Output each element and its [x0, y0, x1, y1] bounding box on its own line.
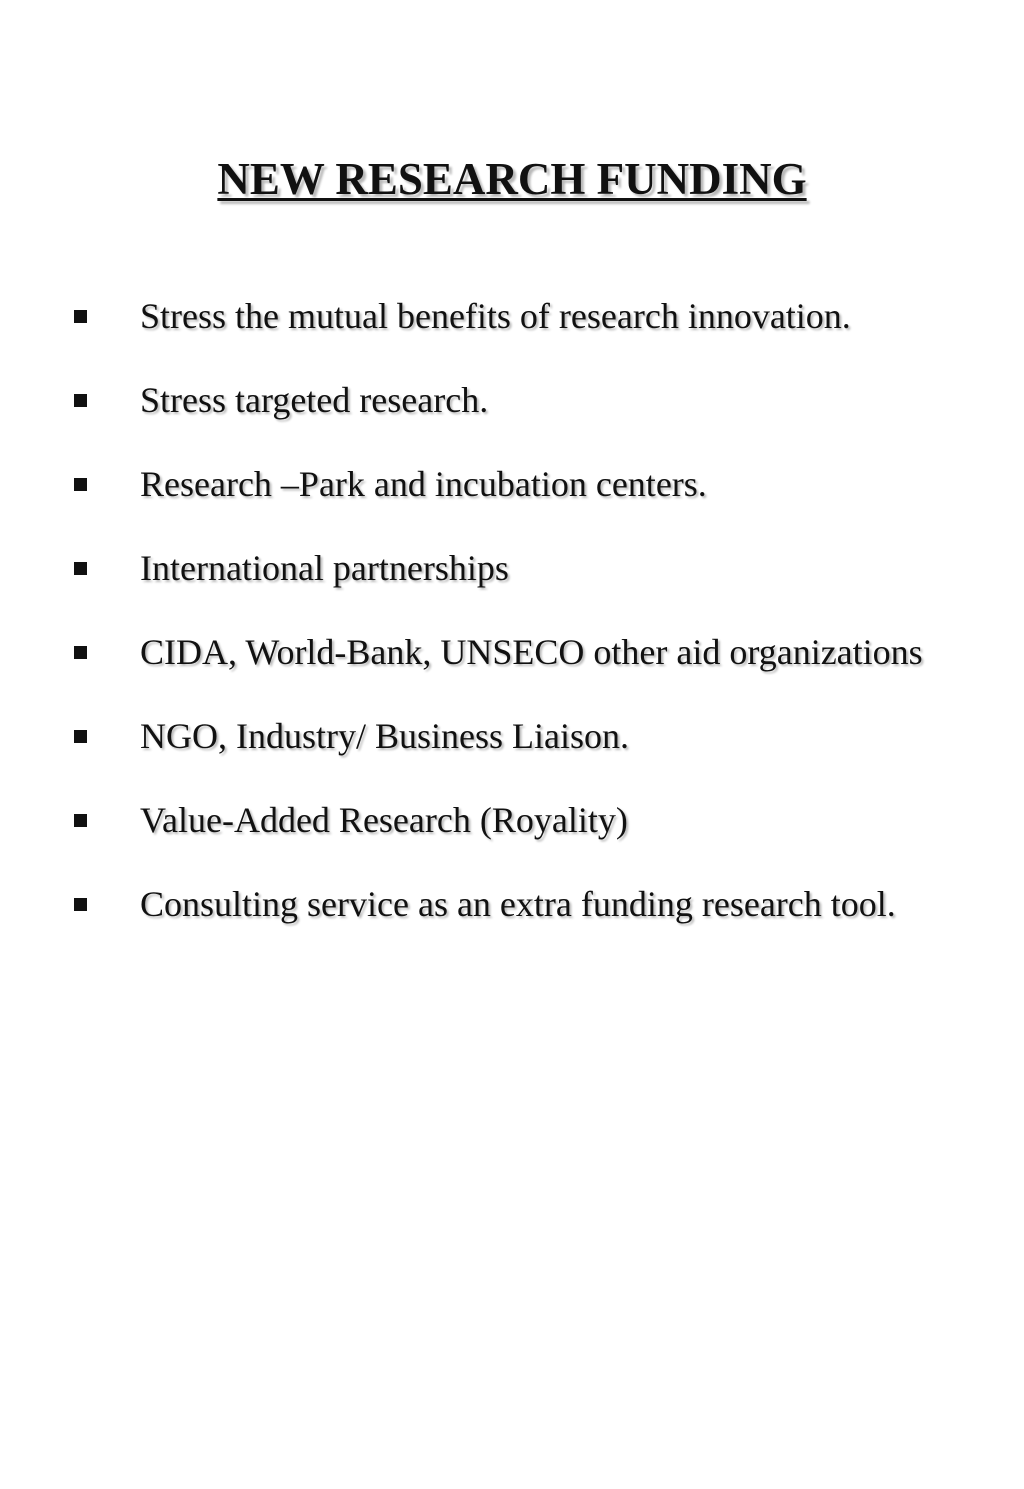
square-bullet-icon	[74, 394, 87, 407]
bullet-list	[70, 292, 970, 964]
list-item	[70, 376, 970, 424]
list-item-text: Stress the mutual benefits of research innovation.	[140, 296, 851, 336]
list-item-text: CIDA, World-Bank, UNSECO other aid organizations	[140, 632, 923, 672]
slide-title: NEW RESEARCH FUNDING	[217, 154, 807, 204]
list-item	[70, 292, 970, 340]
square-bullet-icon	[74, 310, 87, 323]
list-item-text: Value-Added Research (Royality)	[140, 800, 628, 840]
list-item	[70, 544, 970, 592]
square-bullet-icon	[74, 898, 87, 911]
list-item-text: Stress targeted research.	[140, 380, 489, 420]
list-item	[70, 796, 970, 844]
square-bullet-icon	[74, 646, 87, 659]
list-item-text: Consulting service as an extra funding research tool.	[140, 884, 896, 924]
list-item-text: Research –Park and incubation centers.	[140, 464, 707, 504]
square-bullet-icon	[74, 730, 87, 743]
list-item-text: International partnerships	[140, 548, 509, 588]
square-bullet-icon	[74, 562, 87, 575]
square-bullet-icon	[74, 478, 87, 491]
list-item	[70, 628, 970, 676]
list-item	[70, 712, 970, 760]
list-item-text: NGO, Industry/ Business Liaison.	[140, 716, 629, 756]
list-item	[70, 880, 970, 928]
square-bullet-icon	[74, 814, 87, 827]
list-item	[70, 460, 970, 508]
